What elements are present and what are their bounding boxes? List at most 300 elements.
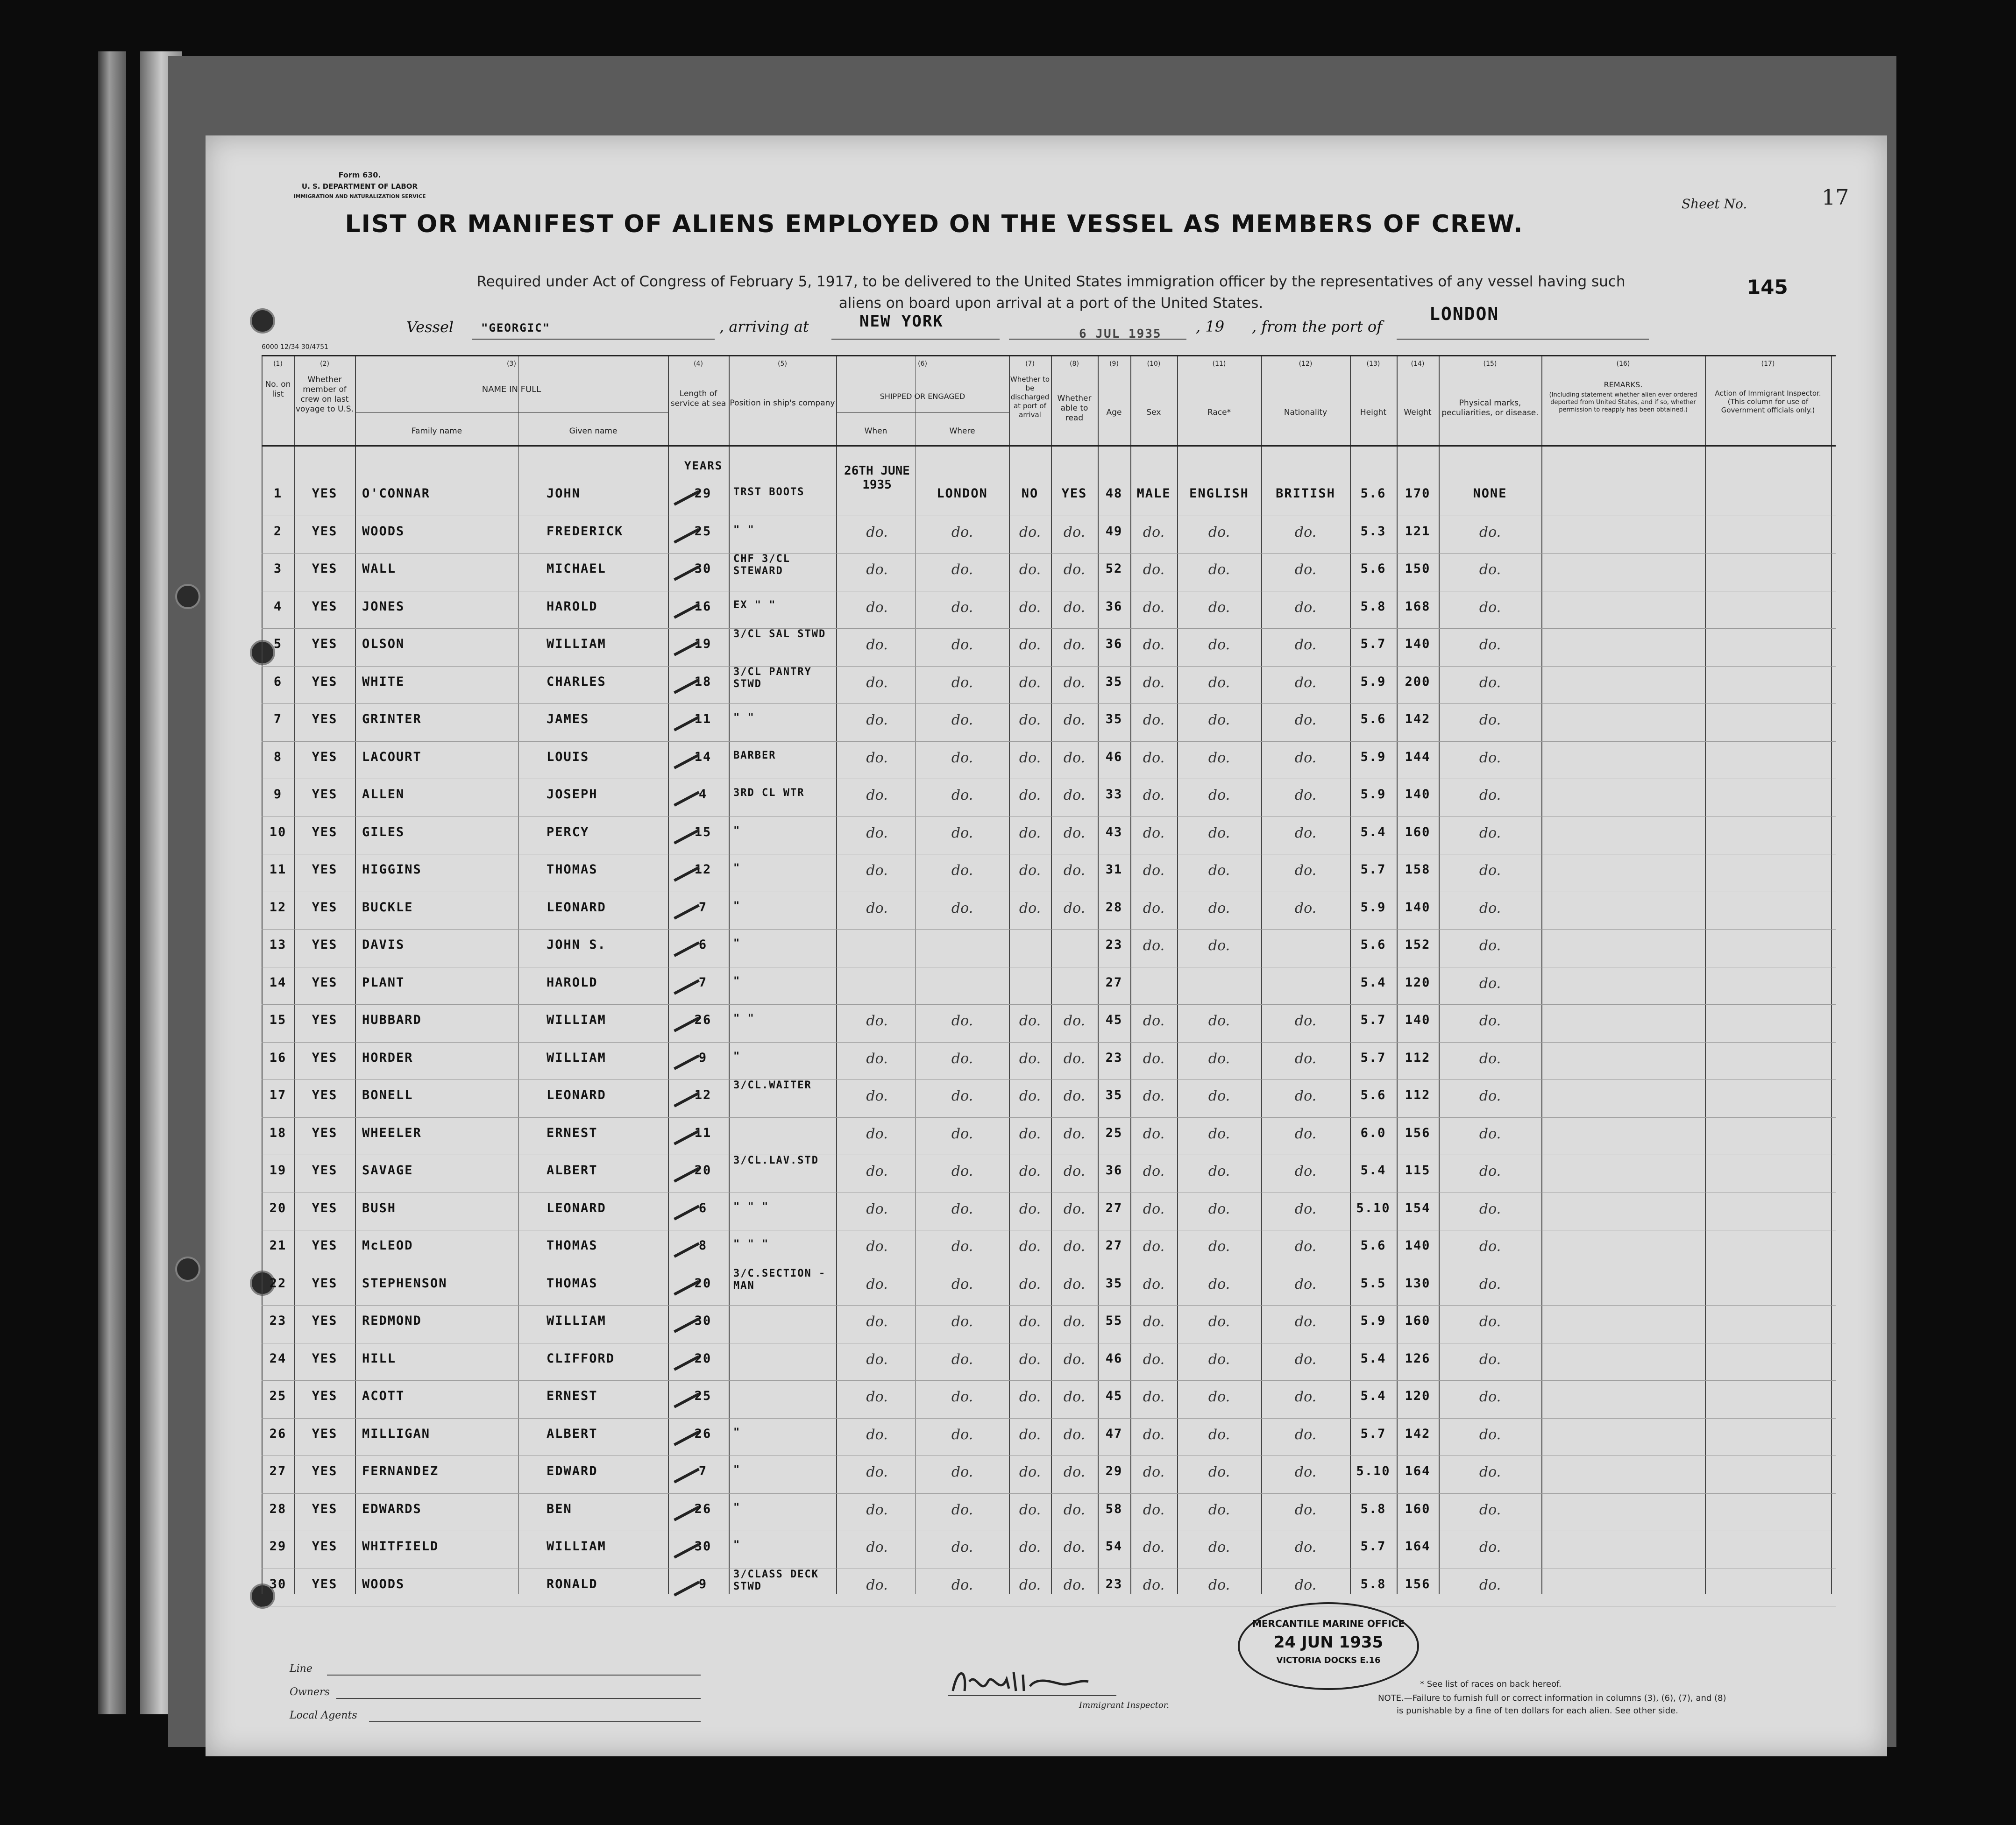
cell-position: 3/CL.LAV.STD bbox=[733, 1155, 819, 1166]
cell-race: do. bbox=[1208, 1238, 1230, 1255]
cell-read: do. bbox=[1063, 561, 1086, 578]
table-row bbox=[262, 666, 1836, 708]
header-length-service: Length of service at sea bbox=[670, 389, 726, 408]
cell-no: 18 bbox=[269, 1125, 287, 1140]
header-given-name: Given name bbox=[569, 426, 618, 436]
cell-no: 24 bbox=[269, 1351, 287, 1366]
col-number: (13) bbox=[1366, 360, 1380, 368]
cell-position: " bbox=[733, 1426, 741, 1438]
cell-sex: do. bbox=[1143, 824, 1165, 841]
cell-given: LEONARD bbox=[547, 1088, 606, 1102]
cell-no: 1 bbox=[273, 486, 283, 501]
cell-age: 54 bbox=[1105, 1539, 1123, 1554]
cell-weight: 140 bbox=[1405, 1013, 1431, 1027]
stamp-line-1: MERCANTILE MARINE OFFICE bbox=[1252, 1618, 1405, 1629]
header-no-on-list: No. on list bbox=[265, 380, 291, 399]
cell-race: do. bbox=[1208, 937, 1230, 954]
cell-when: do. bbox=[866, 862, 888, 879]
cell-marks: do. bbox=[1479, 1276, 1501, 1292]
header-age: Age bbox=[1106, 408, 1122, 417]
cell-marks: do. bbox=[1479, 787, 1501, 803]
cell-position: 3/CL PANTRY STWD bbox=[733, 666, 812, 690]
cell-last: YES bbox=[312, 561, 338, 576]
cell-service: 20 bbox=[694, 1163, 712, 1178]
header-sex: Sex bbox=[1146, 408, 1161, 417]
cell-last: YES bbox=[312, 1200, 338, 1215]
cell-nationality: do. bbox=[1294, 1238, 1317, 1255]
penalty-note-line-1: NOTE.—Failure to furnish full or correct information in columns (3), (6), (7), and (8) bbox=[1378, 1693, 1726, 1703]
cell-discharged: do. bbox=[1019, 1276, 1041, 1292]
cell-age: 43 bbox=[1105, 824, 1123, 839]
cell-marks: do. bbox=[1479, 1125, 1501, 1142]
cell-nationality: do. bbox=[1294, 1426, 1317, 1443]
cell-race: do. bbox=[1208, 900, 1230, 916]
cell-age: 31 bbox=[1105, 862, 1123, 877]
cell-no: 29 bbox=[269, 1539, 287, 1554]
cell-nationality: do. bbox=[1294, 1389, 1317, 1405]
cell-sex: do. bbox=[1143, 1576, 1165, 1593]
cell-last: YES bbox=[312, 1314, 338, 1328]
cell-nationality: do. bbox=[1294, 787, 1317, 803]
cell-when: do. bbox=[866, 1163, 888, 1179]
header-name-in-full: NAME IN FULL bbox=[482, 384, 541, 394]
cell-service: 11 bbox=[694, 1125, 712, 1140]
cell-weight: 144 bbox=[1405, 749, 1431, 764]
cell-height: 5.6 bbox=[1360, 937, 1386, 952]
stamp-date: 24 JUN 1935 bbox=[1273, 1633, 1384, 1652]
date-underline bbox=[1009, 339, 1186, 340]
cell-discharged: do. bbox=[1019, 1389, 1041, 1405]
subtitle-line-2: aliens on board upon arrival at a port of the United States. bbox=[838, 295, 1264, 312]
cell-weight: 140 bbox=[1405, 637, 1431, 651]
cell-when: do. bbox=[866, 712, 888, 728]
cell-no: 20 bbox=[269, 1200, 287, 1215]
cell-marks: do. bbox=[1479, 674, 1501, 691]
cell-where: do. bbox=[951, 1050, 973, 1067]
cell-given: CHARLES bbox=[547, 674, 606, 689]
cell-marks: do. bbox=[1479, 1200, 1501, 1217]
cell-position: " bbox=[733, 824, 741, 837]
cell-position: " " " bbox=[733, 1238, 769, 1250]
cell-read: do. bbox=[1063, 1539, 1086, 1555]
table-row bbox=[262, 1267, 1836, 1310]
vessel-label: Vessel bbox=[406, 318, 454, 336]
cell-family: BUCKLE bbox=[362, 900, 413, 915]
cell-family: STEPHENSON bbox=[362, 1276, 447, 1291]
cell-position: " bbox=[733, 937, 741, 949]
col-number: (3) bbox=[507, 360, 516, 368]
from-underline bbox=[1397, 339, 1649, 340]
line-label: Line bbox=[290, 1663, 312, 1675]
cell-when: do. bbox=[866, 561, 888, 578]
cell-where: do. bbox=[951, 862, 973, 879]
header-inspector-action: Action of Immigrant Inspector. (This column for use of Government officials only.) bbox=[1715, 389, 1821, 414]
cell-sex: do. bbox=[1143, 599, 1165, 616]
cell-height: 5.5 bbox=[1360, 1276, 1386, 1291]
cell-height: 5.3 bbox=[1360, 524, 1386, 539]
cell-race: do. bbox=[1208, 1389, 1230, 1405]
cell-service: 4 bbox=[698, 787, 708, 802]
cell-weight: 112 bbox=[1405, 1088, 1431, 1102]
cell-family: EDWARDS bbox=[362, 1501, 422, 1516]
cell-height: 5.7 bbox=[1360, 862, 1386, 877]
cell-age: 28 bbox=[1105, 900, 1123, 915]
cell-no: 12 bbox=[269, 900, 287, 915]
cell-discharged: do. bbox=[1019, 1163, 1041, 1179]
cell-discharged: do. bbox=[1019, 599, 1041, 616]
cell-no: 17 bbox=[269, 1088, 287, 1102]
cell-sex: do. bbox=[1143, 1200, 1165, 1217]
cell-when: do. bbox=[866, 1351, 888, 1368]
cell-race: do. bbox=[1208, 1125, 1230, 1142]
cell-last: YES bbox=[312, 1013, 338, 1027]
cell-age: 25 bbox=[1105, 1125, 1123, 1140]
cell-read: do. bbox=[1063, 599, 1086, 616]
cell-weight: 160 bbox=[1405, 1501, 1431, 1516]
cell-no: 23 bbox=[269, 1314, 287, 1328]
cell-read: do. bbox=[1063, 1088, 1086, 1104]
table-row bbox=[262, 1009, 1836, 1046]
table-row bbox=[262, 896, 1836, 934]
cell-marks: do. bbox=[1479, 1163, 1501, 1179]
cell-age: 48 bbox=[1105, 486, 1123, 501]
cell-discharged: do. bbox=[1019, 787, 1041, 803]
cell-when: do. bbox=[866, 1576, 888, 1593]
owners-underline bbox=[336, 1698, 701, 1699]
cell-weight: 142 bbox=[1405, 1426, 1431, 1441]
cell-last: YES bbox=[312, 1426, 338, 1441]
col-number: (1) bbox=[273, 360, 283, 368]
table-row bbox=[262, 1423, 1836, 1460]
cell-discharged: do. bbox=[1019, 900, 1041, 916]
page-title: LIST OR MANIFEST OF ALIENS EMPLOYED ON THE VESSEL AS MEMBERS OF CREW. bbox=[345, 210, 1524, 238]
cell-where: do. bbox=[951, 637, 973, 653]
cell-when: do. bbox=[866, 1314, 888, 1330]
cell-read: do. bbox=[1063, 862, 1086, 879]
cell-family: WOODS bbox=[362, 524, 405, 539]
cell-service: 20 bbox=[694, 1276, 712, 1291]
from-port-label: , from the port of bbox=[1252, 318, 1383, 335]
cell-race: do. bbox=[1208, 1200, 1230, 1217]
cell-marks: do. bbox=[1479, 1501, 1501, 1518]
header-race: Race* bbox=[1207, 408, 1231, 417]
service-name: IMMIGRATION AND NATURALIZATION SERVICE bbox=[293, 193, 426, 199]
cell-sex: do. bbox=[1143, 1238, 1165, 1255]
cell-position: " " bbox=[733, 524, 755, 536]
cell-read: do. bbox=[1063, 674, 1086, 691]
cell-height: 5.6 bbox=[1360, 486, 1386, 501]
cell-read: do. bbox=[1063, 1351, 1086, 1368]
cell-race: do. bbox=[1208, 712, 1230, 728]
cell-family: OLSON bbox=[362, 637, 405, 651]
cell-marks: do. bbox=[1479, 1539, 1501, 1555]
cell-given: JOHN bbox=[547, 486, 581, 501]
col-number: (10) bbox=[1147, 360, 1161, 368]
cell-discharged: do. bbox=[1019, 561, 1041, 578]
cell-marks: NONE bbox=[1473, 486, 1507, 501]
cell-race: do. bbox=[1208, 862, 1230, 879]
header-nationality: Nationality bbox=[1284, 408, 1327, 417]
cell-discharged: do. bbox=[1019, 524, 1041, 540]
cell-given: WILLIAM bbox=[547, 1314, 606, 1328]
cell-last: YES bbox=[312, 486, 338, 501]
cell-read: do. bbox=[1063, 1464, 1086, 1480]
cell-sex: do. bbox=[1143, 1501, 1165, 1518]
cell-marks: do. bbox=[1479, 1576, 1501, 1593]
cell-nationality: do. bbox=[1294, 749, 1317, 766]
cell-height: 5.10 bbox=[1356, 1464, 1391, 1478]
header-family-name: Family name bbox=[411, 426, 462, 436]
cell-weight: 158 bbox=[1405, 862, 1431, 877]
cell-read: do. bbox=[1063, 1013, 1086, 1029]
cell-nationality: do. bbox=[1294, 1050, 1317, 1067]
table-row bbox=[262, 1079, 1836, 1122]
cell-position: " bbox=[733, 900, 741, 912]
cell-family: BONELL bbox=[362, 1088, 413, 1102]
cell-sex: do. bbox=[1143, 787, 1165, 803]
cell-where: do. bbox=[951, 1238, 973, 1255]
header-position: Position in ship's company bbox=[730, 398, 835, 408]
cell-given: EDWARD bbox=[547, 1464, 598, 1478]
cell-no: 11 bbox=[269, 862, 287, 877]
cell-height: 5.4 bbox=[1360, 1163, 1386, 1178]
cell-age: 47 bbox=[1105, 1426, 1123, 1441]
cell-read: do. bbox=[1063, 1389, 1086, 1405]
cell-read: do. bbox=[1063, 1163, 1086, 1179]
cell-race: do. bbox=[1208, 1464, 1230, 1480]
cell-height: 5.4 bbox=[1360, 1351, 1386, 1366]
header-remarks: REMARKS. bbox=[1604, 380, 1643, 389]
cell-race: do. bbox=[1208, 1013, 1230, 1029]
cell-marks: do. bbox=[1479, 975, 1501, 992]
punch-hole bbox=[250, 308, 275, 334]
cell-last: YES bbox=[312, 749, 338, 764]
cell-weight: 150 bbox=[1405, 561, 1431, 576]
cell-weight: 112 bbox=[1405, 1050, 1431, 1065]
department-name: U. S. DEPARTMENT OF LABOR bbox=[301, 182, 418, 191]
cell-discharged: do. bbox=[1019, 824, 1041, 841]
cell-when: do. bbox=[866, 1501, 888, 1518]
cell-last: YES bbox=[312, 674, 338, 689]
cell-family: O'CONNAR bbox=[362, 486, 431, 501]
cell-nationality: do. bbox=[1294, 1576, 1317, 1593]
cell-no: 22 bbox=[269, 1276, 287, 1291]
cell-service: 25 bbox=[694, 1389, 712, 1403]
local-agents-label: Local Agents bbox=[290, 1710, 357, 1721]
cell-marks: do. bbox=[1479, 1389, 1501, 1405]
cell-sex: do. bbox=[1143, 937, 1165, 954]
col-number: (15) bbox=[1483, 360, 1497, 368]
col-number: (4) bbox=[694, 360, 703, 368]
cell-height: 5.6 bbox=[1360, 1238, 1386, 1253]
cell-height: 5.7 bbox=[1360, 1050, 1386, 1065]
cell-family: WOODS bbox=[362, 1576, 405, 1591]
cell-family: LACOURT bbox=[362, 749, 422, 764]
cell-race: do. bbox=[1208, 1314, 1230, 1330]
cell-last: YES bbox=[312, 1389, 338, 1403]
cell-age: 45 bbox=[1105, 1389, 1123, 1403]
header-physical-marks: Physical marks, peculiarities, or disease. bbox=[1441, 398, 1539, 418]
cell-height: 5.4 bbox=[1360, 975, 1386, 990]
cell-marks: do. bbox=[1479, 599, 1501, 616]
cell-nationality: do. bbox=[1294, 599, 1317, 616]
cell-service: 19 bbox=[694, 637, 712, 651]
cell-discharged: do. bbox=[1019, 749, 1041, 766]
cell-sex: do. bbox=[1143, 862, 1165, 879]
cell-height: 5.8 bbox=[1360, 599, 1386, 614]
cell-weight: 140 bbox=[1405, 1238, 1431, 1253]
cell-where: do. bbox=[951, 1351, 973, 1368]
cell-position: 3/CL SAL STWD bbox=[733, 628, 826, 640]
cell-discharged: do. bbox=[1019, 1501, 1041, 1518]
cell-service: 25 bbox=[694, 524, 712, 539]
form-subtitle bbox=[397, 271, 1705, 314]
cell-sex: do. bbox=[1143, 1088, 1165, 1104]
cell-discharged: do. bbox=[1019, 862, 1041, 879]
cell-family: WALL bbox=[362, 561, 397, 576]
cell-when: do. bbox=[866, 1464, 888, 1480]
cell-weight: 160 bbox=[1405, 1314, 1431, 1328]
cell-service: 18 bbox=[694, 674, 712, 689]
cell-service: 30 bbox=[694, 1539, 712, 1554]
cell-service: 14 bbox=[694, 749, 712, 764]
cell-marks: do. bbox=[1479, 1088, 1501, 1104]
cell-height: 5.6 bbox=[1360, 561, 1386, 576]
cell-read: do. bbox=[1063, 1276, 1086, 1292]
cell-given: THOMAS bbox=[547, 1238, 598, 1253]
from-port: LONDON bbox=[1429, 304, 1499, 324]
cell-sex: do. bbox=[1143, 900, 1165, 916]
cell-where: do. bbox=[951, 1314, 973, 1330]
cell-no: 8 bbox=[273, 749, 283, 764]
punch-hole bbox=[175, 584, 200, 609]
cell-given: ERNEST bbox=[547, 1125, 598, 1140]
cell-position: " " bbox=[733, 712, 755, 724]
cell-weight: 154 bbox=[1405, 1200, 1431, 1215]
table-row bbox=[262, 1155, 1836, 1197]
table-row bbox=[262, 1122, 1836, 1159]
cell-last: YES bbox=[312, 599, 338, 614]
cell-nationality: do. bbox=[1294, 1276, 1317, 1292]
cell-read: do. bbox=[1063, 1200, 1086, 1217]
cell-last: YES bbox=[312, 1276, 338, 1291]
cell-where: do. bbox=[951, 712, 973, 728]
cell-where: do. bbox=[951, 1389, 973, 1405]
cell-position: " " bbox=[733, 1013, 755, 1024]
cell-discharged: do. bbox=[1019, 1351, 1041, 1368]
cell-read: do. bbox=[1063, 1576, 1086, 1593]
cell-age: 23 bbox=[1105, 937, 1123, 952]
header-remarks-detail: (Including statement whether alien ever ordered deported from United States, and if so, whether permission to reapply has been obtained.) bbox=[1549, 391, 1697, 413]
table-row bbox=[262, 746, 1836, 783]
cell-race: do. bbox=[1208, 749, 1230, 766]
stamp-line-3: VICTORIA DOCKS E.16 bbox=[1276, 1655, 1381, 1665]
cell-sex: do. bbox=[1143, 1464, 1165, 1480]
cell-family: HILL bbox=[362, 1351, 397, 1366]
cell-age: 27 bbox=[1105, 1200, 1123, 1215]
cell-age: 27 bbox=[1105, 975, 1123, 990]
cell-service: 7 bbox=[698, 975, 708, 990]
cell-last: YES bbox=[312, 975, 338, 990]
cell-service: 9 bbox=[698, 1050, 708, 1065]
cell-family: ACOTT bbox=[362, 1389, 405, 1403]
cell-read: YES bbox=[1061, 486, 1087, 501]
cell-service: 15 bbox=[694, 824, 712, 839]
cell-given: HAROLD bbox=[547, 975, 598, 990]
cell-service: 11 bbox=[694, 712, 712, 726]
cell-family: GILES bbox=[362, 824, 405, 839]
cell-last: YES bbox=[312, 1539, 338, 1554]
cell-no: 27 bbox=[269, 1464, 287, 1478]
cell-given: PERCY bbox=[547, 824, 589, 839]
cell-last: YES bbox=[312, 1576, 338, 1591]
cell-read: do. bbox=[1063, 1050, 1086, 1067]
cell-nationality: BRITISH bbox=[1276, 486, 1335, 501]
cell-no: 13 bbox=[269, 937, 287, 952]
table-row bbox=[262, 708, 1836, 746]
cell-when: do. bbox=[866, 1050, 888, 1067]
cell-position: " bbox=[733, 1464, 741, 1476]
cell-age: 27 bbox=[1105, 1238, 1123, 1253]
cell-weight: 126 bbox=[1405, 1351, 1431, 1366]
cell-service: 26 bbox=[694, 1013, 712, 1027]
table-row bbox=[262, 596, 1836, 633]
cell-read: do. bbox=[1063, 712, 1086, 728]
cell-where: do. bbox=[951, 1200, 973, 1217]
cell-given: WILLIAM bbox=[547, 1539, 606, 1554]
cell-family: GRINTER bbox=[362, 712, 422, 726]
table-row bbox=[262, 628, 1836, 670]
cell-last: YES bbox=[312, 712, 338, 726]
cell-weight: 200 bbox=[1405, 674, 1431, 689]
cell-discharged: do. bbox=[1019, 1238, 1041, 1255]
cell-race: do. bbox=[1208, 1539, 1230, 1555]
cell-position: " " " bbox=[733, 1200, 769, 1213]
cell-age: 55 bbox=[1105, 1314, 1123, 1328]
cell-sex: do. bbox=[1143, 1351, 1165, 1368]
cell-race: do. bbox=[1208, 1163, 1230, 1179]
cell-height: 5.7 bbox=[1360, 1013, 1386, 1027]
cell-family: JONES bbox=[362, 599, 405, 614]
cell-where: LONDON bbox=[937, 486, 988, 501]
cell-nationality: do. bbox=[1294, 900, 1317, 916]
cell-family: BUSH bbox=[362, 1200, 397, 1215]
cell-race: do. bbox=[1208, 637, 1230, 653]
cell-discharged: do. bbox=[1019, 1088, 1041, 1104]
cell-race: do. bbox=[1208, 824, 1230, 841]
cell-marks: do. bbox=[1479, 1464, 1501, 1480]
cell-no: 16 bbox=[269, 1050, 287, 1065]
cell-when: do. bbox=[866, 1088, 888, 1104]
cell-when: do. bbox=[866, 749, 888, 766]
table-row bbox=[262, 972, 1836, 1009]
cell-sex: do. bbox=[1143, 1163, 1165, 1179]
cell-nationality: do. bbox=[1294, 637, 1317, 653]
cell-given: CLIFFORD bbox=[547, 1351, 615, 1366]
cell-when: 26TH JUNE 1935 bbox=[844, 464, 910, 492]
cell-weight: 170 bbox=[1405, 486, 1431, 501]
cell-race: do. bbox=[1208, 674, 1230, 691]
cell-position: " bbox=[733, 862, 741, 874]
cell-read: do. bbox=[1063, 749, 1086, 766]
cell-weight: 130 bbox=[1405, 1276, 1431, 1291]
cell-last: YES bbox=[312, 1050, 338, 1065]
cell-given: RONALD bbox=[547, 1576, 598, 1591]
arrival-date-stamp: 6 JUL 1935 bbox=[1079, 327, 1162, 341]
cell-age: 49 bbox=[1105, 524, 1123, 539]
cell-last: YES bbox=[312, 937, 338, 952]
cell-given: THOMAS bbox=[547, 862, 598, 877]
